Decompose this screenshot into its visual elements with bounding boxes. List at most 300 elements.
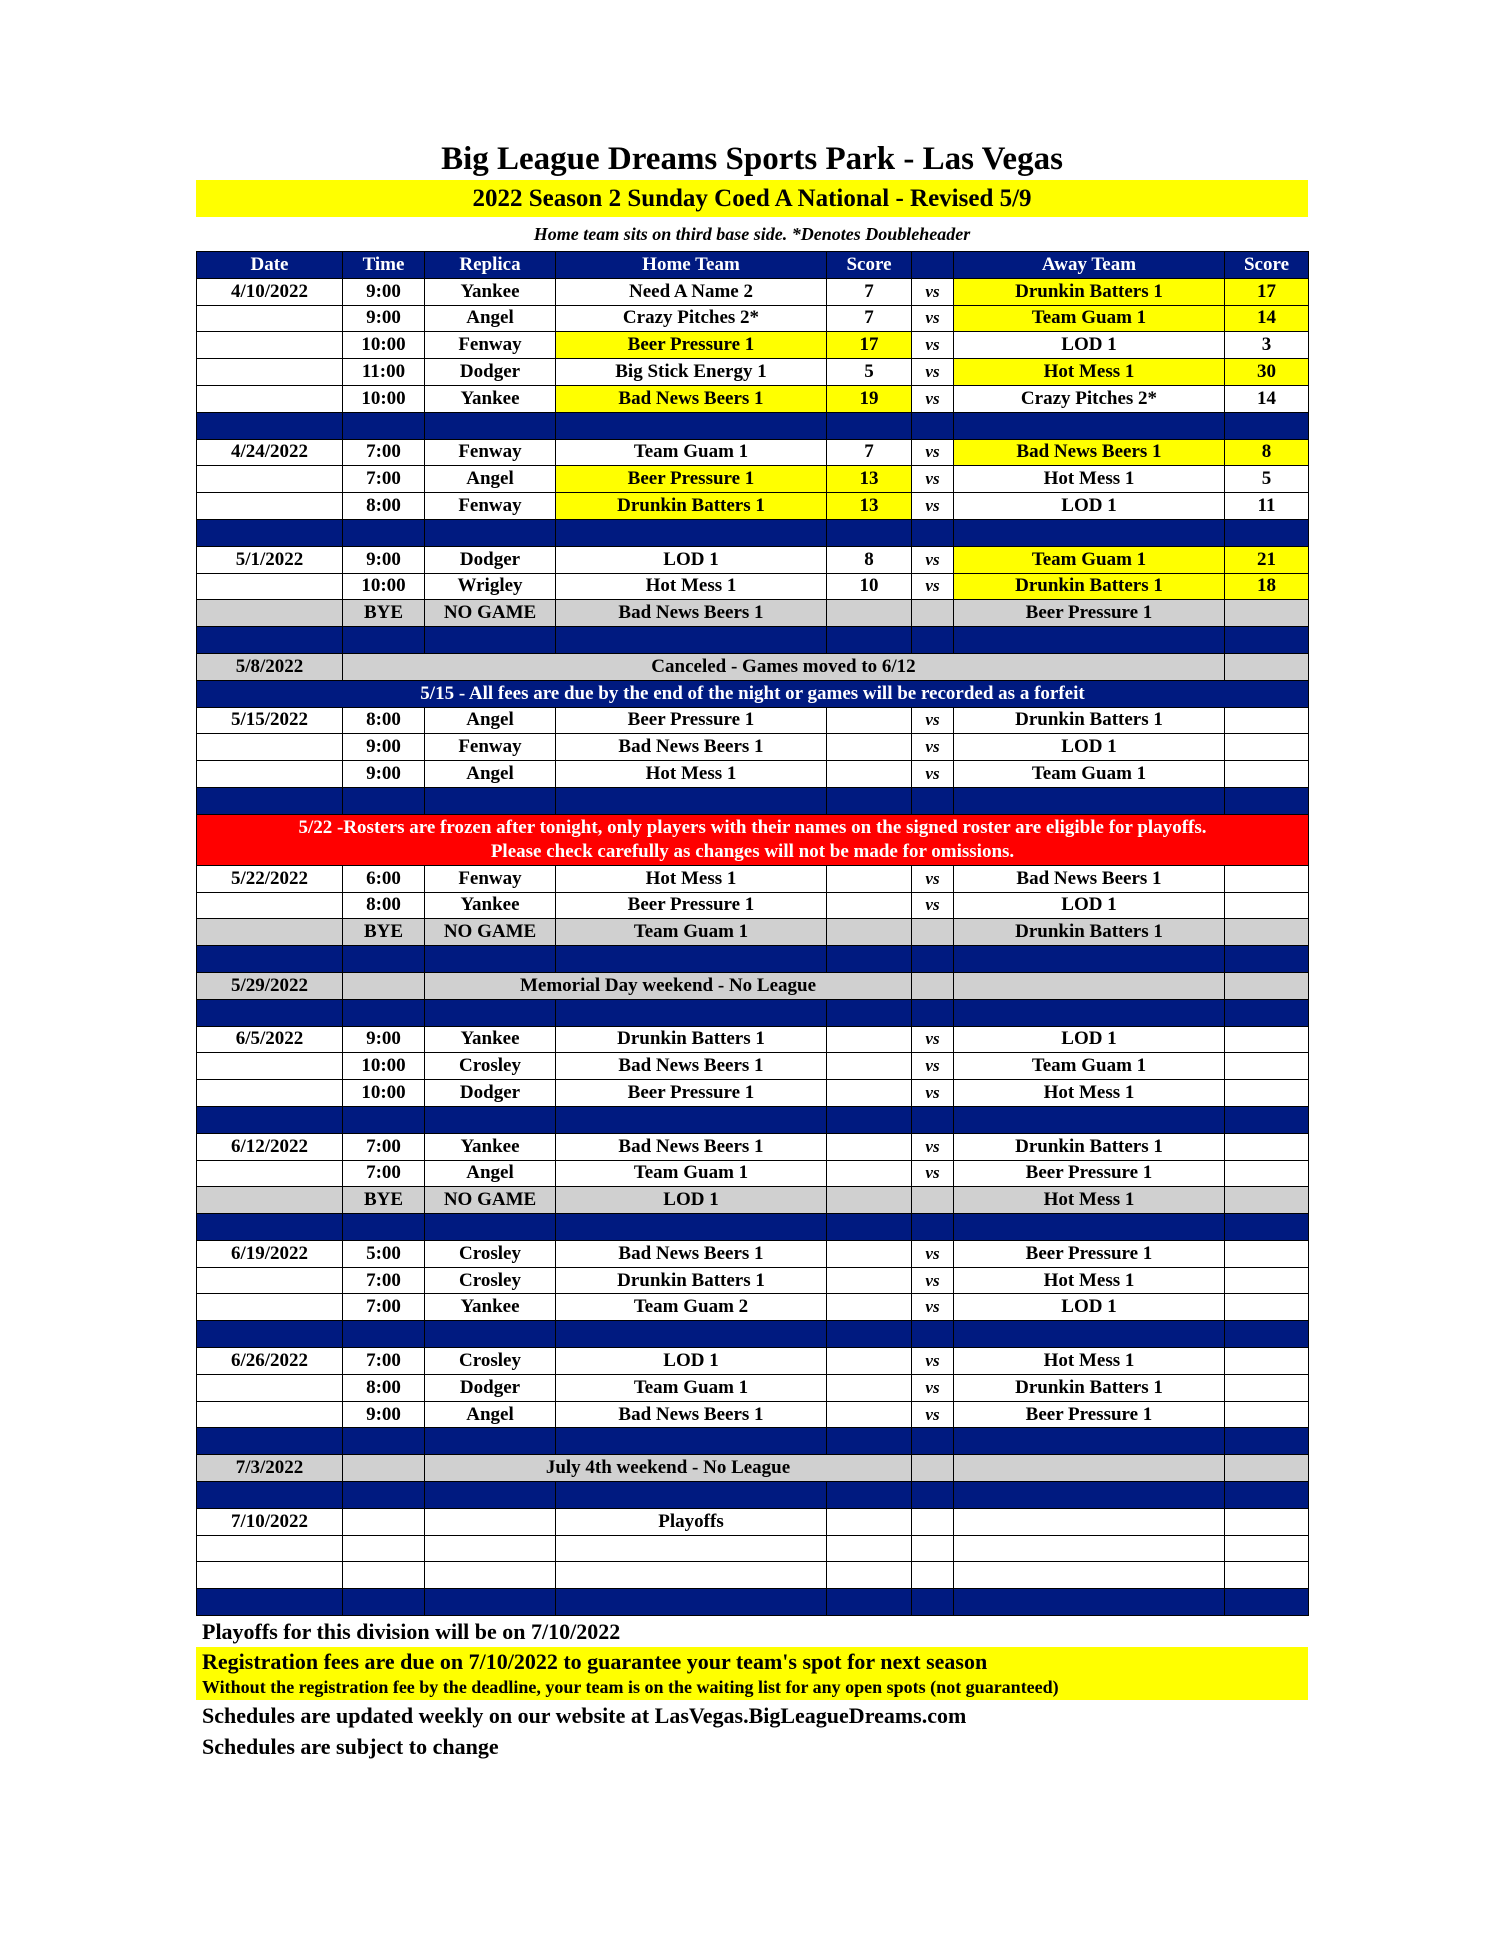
away-team-cell: Beer Pressure 1 xyxy=(954,1401,1225,1428)
table-header-row xyxy=(197,252,1309,279)
separator-cell xyxy=(425,1589,556,1616)
replica-cell: Angel xyxy=(425,466,556,493)
header-time: Time xyxy=(343,252,425,279)
date-cell xyxy=(197,385,343,412)
empty-cell xyxy=(343,1455,425,1482)
away-team-cell: Bad News Beers 1 xyxy=(954,439,1225,466)
bye-team-cell: Bad News Beers 1 xyxy=(556,600,827,627)
table-row xyxy=(197,1401,1309,1428)
date-cell: 6/12/2022 xyxy=(197,1133,343,1160)
separator-cell xyxy=(954,1589,1225,1616)
replica-cell: Angel xyxy=(425,1401,556,1428)
empty-cell xyxy=(912,1455,954,1482)
date-cell: 6/26/2022 xyxy=(197,1348,343,1375)
table-row xyxy=(197,761,1309,788)
separator-cell xyxy=(827,946,912,973)
separator-cell xyxy=(343,1321,425,1348)
separator-cell xyxy=(1225,627,1309,654)
away-team-cell: Hot Mess 1 xyxy=(954,1080,1225,1107)
away-team-cell: LOD 1 xyxy=(954,493,1225,520)
separator-cell xyxy=(197,627,343,654)
home-score-cell: 10 xyxy=(827,573,912,600)
separator-cell xyxy=(343,1214,425,1241)
table-row xyxy=(197,385,1309,412)
home-score-cell xyxy=(827,1348,912,1375)
away-team-cell: Drunkin Batters 1 xyxy=(954,1133,1225,1160)
separator-cell xyxy=(827,1428,912,1455)
table-row xyxy=(197,359,1309,386)
time-cell: 9:00 xyxy=(343,278,425,305)
separator-cell xyxy=(343,627,425,654)
empty-cell xyxy=(425,1508,556,1535)
away-team-cell: Hot Mess 1 xyxy=(954,1267,1225,1294)
header-away-score: Score xyxy=(1225,252,1309,279)
away-score-cell xyxy=(1225,1133,1309,1160)
separator-cell xyxy=(197,1589,343,1616)
date-cell: 5/29/2022 xyxy=(197,972,343,999)
separator-cell xyxy=(827,412,912,439)
empty-cell xyxy=(827,919,912,946)
time-cell: 7:00 xyxy=(343,439,425,466)
separator-cell xyxy=(343,787,425,814)
vs-cell: vs xyxy=(912,865,954,892)
time-cell: 8:00 xyxy=(343,892,425,919)
empty-cell xyxy=(343,972,425,999)
roster-alert xyxy=(197,814,1309,865)
separator-cell xyxy=(954,412,1225,439)
away-team-cell: Team Guam 1 xyxy=(954,761,1225,788)
separator-cell xyxy=(827,1214,912,1241)
table-row xyxy=(197,1240,1309,1267)
empty-cell xyxy=(827,1535,912,1562)
bye-team-cell: Hot Mess 1 xyxy=(954,1187,1225,1214)
separator-cell xyxy=(197,999,343,1026)
canceled-notice: Canceled - Games moved to 6/12 xyxy=(343,653,1225,680)
away-team-cell: Beer Pressure 1 xyxy=(954,1160,1225,1187)
away-score-cell: 11 xyxy=(1225,493,1309,520)
website-note: Schedules are updated weekly on our website at LasVegas.BigLeagueDreams.com xyxy=(202,1703,967,1729)
replica-cell: Yankee xyxy=(425,892,556,919)
away-team-cell: LOD 1 xyxy=(954,1294,1225,1321)
vs-cell: vs xyxy=(912,1294,954,1321)
empty-cell xyxy=(912,972,954,999)
replica-cell: Wrigley xyxy=(425,573,556,600)
replica-cell: Fenway xyxy=(425,439,556,466)
separator-cell xyxy=(197,519,343,546)
home-score-cell xyxy=(827,892,912,919)
home-score-cell xyxy=(827,1267,912,1294)
home-score-cell: 8 xyxy=(827,546,912,573)
separator-row xyxy=(197,1589,1309,1616)
separator-cell xyxy=(556,1106,827,1133)
date-cell: 7/3/2022 xyxy=(197,1455,343,1482)
fees-banner: 5/15 - All fees are due by the end of the night or games will be recorded as a forfeit xyxy=(197,680,1309,707)
home-score-cell xyxy=(827,1080,912,1107)
date-cell xyxy=(197,359,343,386)
home-team-cell: Beer Pressure 1 xyxy=(556,332,827,359)
date-cell xyxy=(197,493,343,520)
vs-cell: vs xyxy=(912,734,954,761)
date-cell xyxy=(197,332,343,359)
empty-cell xyxy=(912,1508,954,1535)
separator-cell xyxy=(1225,1214,1309,1241)
registration-note: Registration fees are due on 7/10/2022 to guarantee your team's spot for next season xyxy=(202,1649,988,1675)
replica-cell: Dodger xyxy=(425,546,556,573)
empty-cell xyxy=(912,1562,954,1589)
empty-row xyxy=(197,1562,1309,1589)
separator-cell xyxy=(425,627,556,654)
vs-cell: vs xyxy=(912,466,954,493)
bye-team-cell: Team Guam 1 xyxy=(556,919,827,946)
playoffs-row xyxy=(197,1508,1309,1535)
bye-label: BYE xyxy=(343,600,425,627)
vs-cell: vs xyxy=(912,493,954,520)
replica-cell: Crosley xyxy=(425,1240,556,1267)
roster-alert-row xyxy=(197,814,1309,865)
separator-cell xyxy=(343,946,425,973)
empty-cell xyxy=(1225,972,1309,999)
holiday-row xyxy=(197,1455,1309,1482)
empty-cell xyxy=(827,600,912,627)
table-row xyxy=(197,1053,1309,1080)
empty-cell xyxy=(912,919,954,946)
separator-row xyxy=(197,946,1309,973)
away-score-cell xyxy=(1225,1267,1309,1294)
empty-cell xyxy=(1225,1187,1309,1214)
away-score-cell: 21 xyxy=(1225,546,1309,573)
header-date: Date xyxy=(197,252,343,279)
replica-cell: Fenway xyxy=(425,493,556,520)
table-row xyxy=(197,707,1309,734)
vs-cell: vs xyxy=(912,1133,954,1160)
vs-cell: vs xyxy=(912,761,954,788)
home-team-cell: Bad News Beers 1 xyxy=(556,1133,827,1160)
holiday-row xyxy=(197,972,1309,999)
holiday-notice: July 4th weekend - No League xyxy=(425,1455,912,1482)
away-score-cell xyxy=(1225,1294,1309,1321)
home-team-cell: Team Guam 1 xyxy=(556,1374,827,1401)
separator-cell xyxy=(912,1482,954,1509)
replica-cell: Yankee xyxy=(425,278,556,305)
home-team-cell: Need A Name 2 xyxy=(556,278,827,305)
replica-cell: Fenway xyxy=(425,332,556,359)
separator-row xyxy=(197,1428,1309,1455)
home-score-cell xyxy=(827,1294,912,1321)
home-team-cell: Team Guam 1 xyxy=(556,1160,827,1187)
home-score-cell xyxy=(827,734,912,761)
replica-cell: Crosley xyxy=(425,1267,556,1294)
home-score-cell: 7 xyxy=(827,439,912,466)
away-team-cell: Hot Mess 1 xyxy=(954,1348,1225,1375)
home-team-cell: Hot Mess 1 xyxy=(556,761,827,788)
playoffs-label: Playoffs xyxy=(556,1508,827,1535)
vs-cell: vs xyxy=(912,892,954,919)
time-cell: 11:00 xyxy=(343,359,425,386)
replica-cell: Fenway xyxy=(425,734,556,761)
separator-cell xyxy=(197,946,343,973)
vs-cell: vs xyxy=(912,305,954,332)
home-score-cell: 17 xyxy=(827,332,912,359)
separator-cell xyxy=(827,1482,912,1509)
home-team-cell: Team Guam 1 xyxy=(556,439,827,466)
home-score-cell xyxy=(827,865,912,892)
date-cell: 5/1/2022 xyxy=(197,546,343,573)
separator-cell xyxy=(425,1428,556,1455)
separator-cell xyxy=(1225,519,1309,546)
separator-cell xyxy=(556,412,827,439)
bye-row xyxy=(197,1187,1309,1214)
no-game-label: NO GAME xyxy=(425,1187,556,1214)
schedule-table xyxy=(196,251,1309,1616)
separator-cell xyxy=(425,1106,556,1133)
away-team-cell: Beer Pressure 1 xyxy=(954,1240,1225,1267)
home-score-cell: 13 xyxy=(827,466,912,493)
home-team-cell: Beer Pressure 1 xyxy=(556,892,827,919)
no-game-label: NO GAME xyxy=(425,919,556,946)
away-score-cell xyxy=(1225,1401,1309,1428)
separator-cell xyxy=(827,1106,912,1133)
separator-cell xyxy=(827,1589,912,1616)
separator-cell xyxy=(954,946,1225,973)
home-team-cell: Bad News Beers 1 xyxy=(556,734,827,761)
empty-cell xyxy=(1225,1562,1309,1589)
date-cell: 6/5/2022 xyxy=(197,1026,343,1053)
header-home-team: Home Team xyxy=(556,252,827,279)
schedule-document xyxy=(196,138,1308,1762)
separator-cell xyxy=(954,627,1225,654)
separator-row xyxy=(197,519,1309,546)
separator-cell xyxy=(1225,787,1309,814)
separator-row xyxy=(197,627,1309,654)
separator-cell xyxy=(954,1106,1225,1133)
date-cell xyxy=(197,1080,343,1107)
empty-cell xyxy=(1225,919,1309,946)
time-cell: 5:00 xyxy=(343,1240,425,1267)
empty-cell xyxy=(556,1535,827,1562)
away-score-cell xyxy=(1225,1374,1309,1401)
empty-cell xyxy=(425,1562,556,1589)
table-row xyxy=(197,439,1309,466)
home-team-cell: Big Stick Energy 1 xyxy=(556,359,827,386)
separator-row xyxy=(197,787,1309,814)
time-cell: 7:00 xyxy=(343,1267,425,1294)
home-score-cell xyxy=(827,1401,912,1428)
footer xyxy=(196,1616,1308,1762)
time-cell: 10:00 xyxy=(343,385,425,412)
separator-cell xyxy=(197,412,343,439)
separator-cell xyxy=(827,519,912,546)
empty-cell xyxy=(954,1562,1225,1589)
vs-cell: vs xyxy=(912,439,954,466)
time-cell: 10:00 xyxy=(343,332,425,359)
time-cell: 10:00 xyxy=(343,1080,425,1107)
away-score-cell xyxy=(1225,1026,1309,1053)
separator-cell xyxy=(1225,1482,1309,1509)
away-score-cell xyxy=(1225,761,1309,788)
time-cell: 9:00 xyxy=(343,1401,425,1428)
table-row xyxy=(197,1294,1309,1321)
replica-cell: Crosley xyxy=(425,1348,556,1375)
empty-cell xyxy=(912,600,954,627)
separator-cell xyxy=(197,1214,343,1241)
separator-cell xyxy=(912,1321,954,1348)
separator-row xyxy=(197,1321,1309,1348)
bye-row xyxy=(197,600,1309,627)
time-cell: 7:00 xyxy=(343,466,425,493)
empty-cell xyxy=(1225,1508,1309,1535)
holiday-notice: Memorial Day weekend - No League xyxy=(425,972,912,999)
away-score-cell xyxy=(1225,865,1309,892)
separator-cell xyxy=(827,787,912,814)
away-team-cell: Hot Mess 1 xyxy=(954,466,1225,493)
date-cell xyxy=(197,1053,343,1080)
time-cell: 8:00 xyxy=(343,1374,425,1401)
home-score-cell xyxy=(827,707,912,734)
separator-cell xyxy=(425,1321,556,1348)
home-team-cell: Hot Mess 1 xyxy=(556,573,827,600)
empty-cell xyxy=(912,1187,954,1214)
vs-cell: vs xyxy=(912,1401,954,1428)
header-replica: Replica xyxy=(425,252,556,279)
date-cell xyxy=(197,892,343,919)
date-cell xyxy=(197,305,343,332)
replica-cell: Dodger xyxy=(425,359,556,386)
away-team-cell: Drunkin Batters 1 xyxy=(954,1374,1225,1401)
separator-cell xyxy=(1225,999,1309,1026)
separator-cell xyxy=(912,946,954,973)
home-score-cell: 13 xyxy=(827,493,912,520)
separator-cell xyxy=(343,1106,425,1133)
separator-cell xyxy=(912,627,954,654)
empty-row xyxy=(197,1535,1309,1562)
empty-cell xyxy=(1225,653,1309,680)
page-title: Big League Dreams Sports Park - Las Vegas xyxy=(441,141,1063,177)
time-cell: 6:00 xyxy=(343,865,425,892)
header-away-team: Away Team xyxy=(954,252,1225,279)
time-cell: 7:00 xyxy=(343,1160,425,1187)
empty-cell xyxy=(954,972,1225,999)
separator-cell xyxy=(556,519,827,546)
separator-cell xyxy=(556,999,827,1026)
table-row xyxy=(197,1348,1309,1375)
table-row xyxy=(197,305,1309,332)
empty-cell xyxy=(1225,1535,1309,1562)
separator-row xyxy=(197,412,1309,439)
vs-cell: vs xyxy=(912,707,954,734)
table-row xyxy=(197,278,1309,305)
separator-cell xyxy=(343,519,425,546)
separator-cell xyxy=(343,1482,425,1509)
home-score-cell xyxy=(827,1160,912,1187)
away-score-cell: 30 xyxy=(1225,359,1309,386)
time-cell: 10:00 xyxy=(343,1053,425,1080)
separator-cell xyxy=(912,1428,954,1455)
home-score-cell xyxy=(827,1133,912,1160)
table-row xyxy=(197,493,1309,520)
season-subtitle: 2022 Season 2 Sunday Coed A National - Revised 5/9 xyxy=(196,180,1308,217)
home-team-cell: Bad News Beers 1 xyxy=(556,1053,827,1080)
separator-cell xyxy=(425,1482,556,1509)
empty-cell xyxy=(827,1508,912,1535)
vs-cell: vs xyxy=(912,1240,954,1267)
date-cell: 5/15/2022 xyxy=(197,707,343,734)
away-score-cell xyxy=(1225,734,1309,761)
vs-cell: vs xyxy=(912,573,954,600)
date-cell xyxy=(197,761,343,788)
replica-cell: Yankee xyxy=(425,385,556,412)
separator-cell xyxy=(197,1482,343,1509)
separator-cell xyxy=(197,1428,343,1455)
separator-cell xyxy=(954,1321,1225,1348)
date-cell xyxy=(197,466,343,493)
table-row xyxy=(197,1374,1309,1401)
bye-row xyxy=(197,919,1309,946)
replica-cell: Yankee xyxy=(425,1133,556,1160)
away-score-cell xyxy=(1225,1053,1309,1080)
away-team-cell: Drunkin Batters 1 xyxy=(954,278,1225,305)
home-score-cell: 7 xyxy=(827,305,912,332)
bye-label: BYE xyxy=(343,1187,425,1214)
separator-cell xyxy=(912,1589,954,1616)
separator-cell xyxy=(1225,1106,1309,1133)
home-team-cell: LOD 1 xyxy=(556,546,827,573)
separator-cell xyxy=(556,1214,827,1241)
replica-cell: Dodger xyxy=(425,1374,556,1401)
home-team-cell: Bad News Beers 1 xyxy=(556,1240,827,1267)
separator-cell xyxy=(1225,1589,1309,1616)
registration-box xyxy=(196,1647,1308,1700)
away-score-cell: 17 xyxy=(1225,278,1309,305)
table-row xyxy=(197,546,1309,573)
replica-cell: Yankee xyxy=(425,1294,556,1321)
empty-cell xyxy=(827,1562,912,1589)
away-score-cell xyxy=(1225,892,1309,919)
separator-row xyxy=(197,999,1309,1026)
home-team-note: Home team sits on third base side. *Denotes Doubleheader xyxy=(533,224,971,244)
separator-row xyxy=(197,1482,1309,1509)
separator-cell xyxy=(827,1321,912,1348)
home-team-cell: Drunkin Batters 1 xyxy=(556,493,827,520)
no-game-label: NO GAME xyxy=(425,600,556,627)
separator-cell xyxy=(197,787,343,814)
home-team-cell: LOD 1 xyxy=(556,1348,827,1375)
header-home-score: Score xyxy=(827,252,912,279)
schedule-body xyxy=(197,278,1309,1615)
empty-cell xyxy=(343,1562,425,1589)
roster-alert-line-1: 5/22 -Rosters are frozen after tonight, only players with their names on the signed roster are eligible for playoffs. xyxy=(298,816,1207,838)
away-score-cell: 18 xyxy=(1225,573,1309,600)
home-score-cell xyxy=(827,1240,912,1267)
away-score-cell: 3 xyxy=(1225,332,1309,359)
table-row xyxy=(197,734,1309,761)
table-row xyxy=(197,1160,1309,1187)
time-cell: 9:00 xyxy=(343,734,425,761)
away-team-cell: Team Guam 1 xyxy=(954,546,1225,573)
home-score-cell xyxy=(827,1374,912,1401)
separator-cell xyxy=(1225,1428,1309,1455)
separator-cell xyxy=(425,946,556,973)
bye-team-cell: LOD 1 xyxy=(556,1187,827,1214)
date-cell xyxy=(197,1267,343,1294)
time-cell: 7:00 xyxy=(343,1348,425,1375)
date-cell: 4/10/2022 xyxy=(197,278,343,305)
separator-cell xyxy=(425,1214,556,1241)
date-cell xyxy=(197,1187,343,1214)
separator-cell xyxy=(556,627,827,654)
bye-label: BYE xyxy=(343,919,425,946)
away-team-cell: Hot Mess 1 xyxy=(954,359,1225,386)
separator-cell xyxy=(1225,1321,1309,1348)
